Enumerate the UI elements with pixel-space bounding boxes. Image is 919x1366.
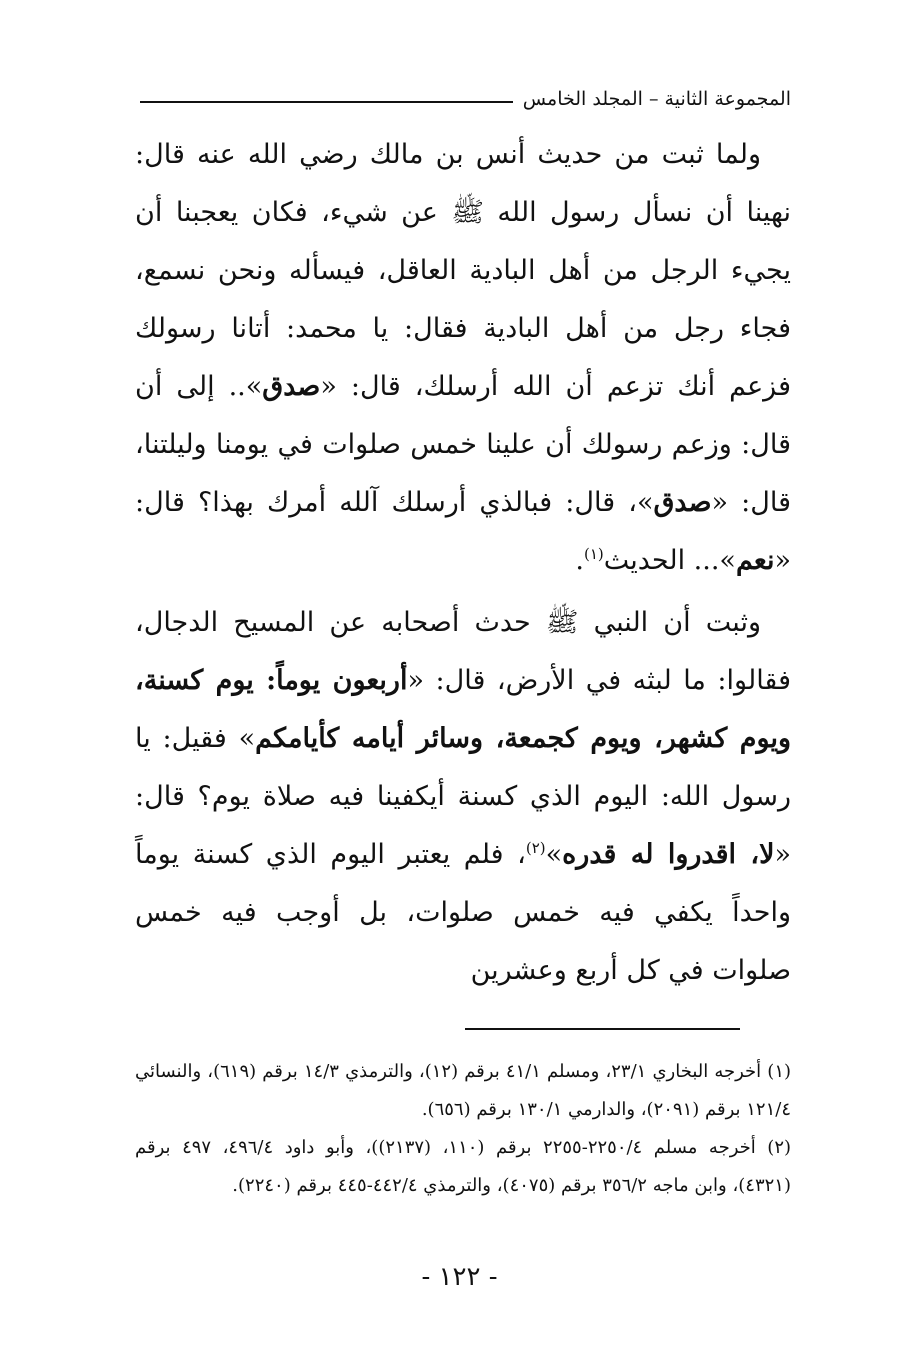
paragraph-anas-hadith (135, 126, 791, 590)
header-rule (140, 101, 513, 103)
main-text (135, 126, 791, 1000)
text-segment: »... الحديث (603, 545, 736, 576)
footnote-separator (465, 1028, 740, 1030)
running-header (140, 84, 791, 114)
footnote-2: (٢) أخرجه مسلم ٢٢٥٠/٤-٢٢٥٥ برقم (١١٠، (٢١٣٧))، وأبو داود ٤٩٦/٤، ٤٩٧ برقم (٤٣٢١)، وابن ماجه ٣٥٦/٢ برقم (٤٠٧٥)، والترمذي ٤٤٢/٤-٤٤٥ برقم (٢٢٤٠). (135, 1137, 792, 1196)
text-segment: »، قال: فبالذي أرسلك آلله أمرك بهذا؟ قال: « (135, 487, 791, 576)
bold-quote: نعم (735, 545, 775, 576)
footnote-1: (١) أخرجه البخاري ٢٣/١، ومسلم ٤١/١ برقم (١٢)، والترمذي ١٤/٣ برقم (٦١٩)، والنسائي ١٢١/٤ برقم (٢٠٩١)، والدارمي ١٣٠/١ برقم (٦٥٦). (135, 1061, 792, 1120)
text-segment: ».. إلى أن قال: وزعم رسولك أن علينا خمس صلوات في يومنا وليلتنا، قال: « (135, 371, 791, 518)
text-segment: . (575, 545, 584, 576)
text-segment: » (545, 839, 563, 870)
bold-quote: لا، اقدروا له قدره (562, 839, 775, 870)
bold-quote: صدق (653, 487, 712, 518)
bold-quote: صدق (262, 371, 321, 402)
paragraph-dajjal-hadith (135, 594, 791, 1000)
text-segment: ، فلم يعتبر اليوم الذي كسنة يوماً واحداً يكفي فيه خمس صلوات، بل أوجب فيه خمس صلوات في كل أربع وعشرين (135, 839, 791, 986)
page-number: - ١٢٢ - (421, 1262, 498, 1292)
text-segment: وثبت أن النبي ﷺ حدث أصحابه عن المسيح الدجال، فقالوا: ما لبثه في الأرض، قال: « (135, 607, 791, 696)
text-segment: » فقيل: يا رسول الله: اليوم الذي كسنة أيكفينا فيه صلاة يوم؟ قال: « (135, 723, 791, 870)
footnote-ref: (٢) (525, 839, 546, 857)
footnotes (135, 1053, 791, 1205)
running-title: المجموعة الثانية – المجلد الخامس (522, 88, 791, 110)
footnote-ref: (١) (583, 545, 604, 563)
text-segment: ولما ثبت من حديث أنس بن مالك رضي الله عنه قال: نهينا أن نسأل رسول الله ﷺ عن شيء، فكان يعجبنا أن يجيء الرجل من أهل البادية العاقل، فيسأله ونحن نسمع، فجاء رجل من أهل البادية فقال: يا محمد: أتانا رسولك فزعم أنك تزعم أن الله أرسلك، قال: « (135, 139, 791, 402)
bold-quote: أربعون يوماً: يوم كسنة، ويوم كشهر، ويوم كجمعة، وسائر أيامه كأيامكم (135, 665, 791, 754)
